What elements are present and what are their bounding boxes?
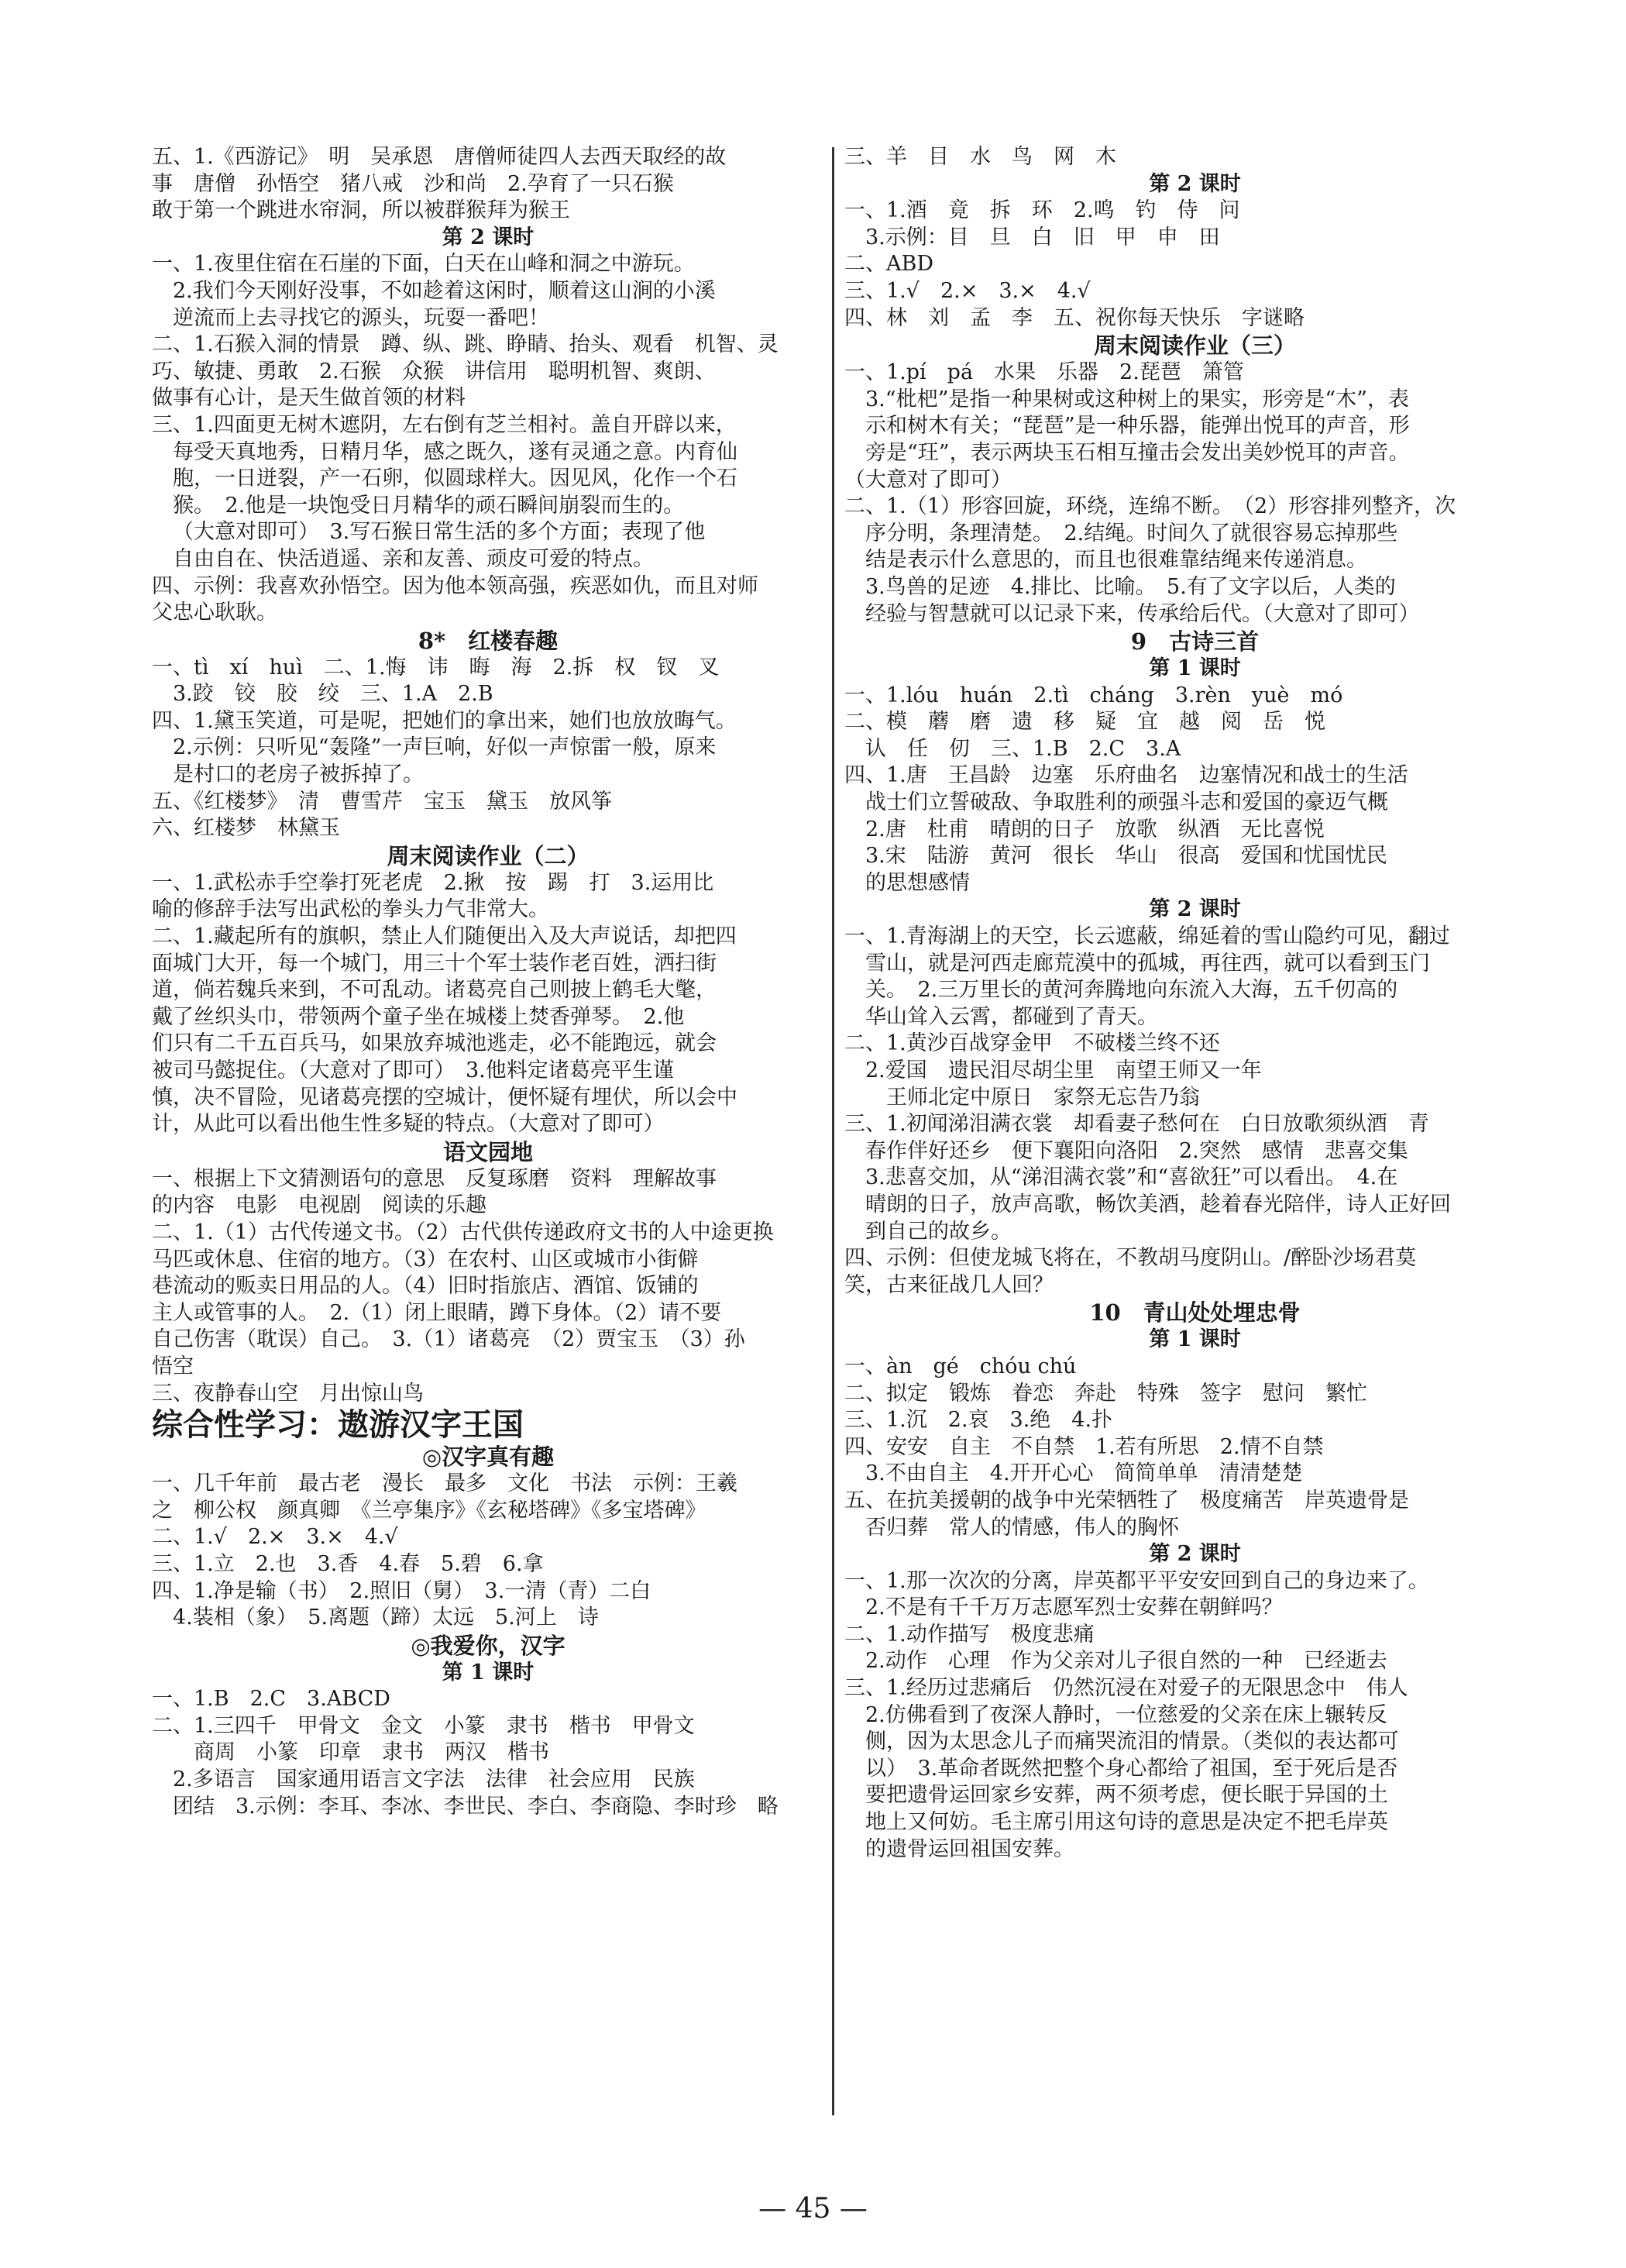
answer-line: 4.装相（象） 5.离题（蹄）太远 5.河上 诗 (173, 1605, 599, 1630)
answer-line: 敢于第一个跳进水帘洞，所以被群猴拜为猴王 (152, 198, 570, 223)
answer-line: （大意对了即可） (844, 467, 1012, 492)
answer-line: 五、1.《西游记》 明 吴承恩 唐僧师徒四人去西天取经的故 (152, 145, 727, 169)
answer-line: 2.仿佛看到了夜深人静时，一位慈爱的父亲在床上辗转反 (865, 1702, 1387, 1727)
answer-line: 示和树木有关；“琵琶”是一种乐器，能弹出悦耳的声音，形 (865, 414, 1410, 439)
answer-line: 猴。 2.他是一块饱受日月精华的顽石瞬间崩裂而生的。 (173, 493, 685, 518)
answer-line: 是村口的老房子被拆掉了。 (173, 762, 424, 787)
answer-line: 二、1.藏起所有的旗帜，禁止人们随便出入及大声说话，却把四 (152, 924, 737, 949)
answer-line: 面城门大开，每一个城门，用三十个军士装作老百姓，洒扫街 (152, 951, 717, 976)
answer-line: 二、1.石猴入洞的情景 蹲、纵、跳、睁睛、抬头、观看 机智、灵 (152, 332, 779, 357)
answer-line: 做事有心计，是天生做首领的材料 (152, 386, 466, 411)
answer-line: 四、1.黛玉笑道，可是呢，把她们的拿出来，她们也放放晦气。 (152, 708, 737, 733)
answer-line: 二、1.黄沙百战穿金甲 不破楼兰终不还 (844, 1031, 1220, 1056)
answer-line: 二、1.（1）形容回旋，环绕，连绵不断。 （2）形容排列整齐，次 (844, 494, 1456, 519)
section-heading: 10 青山处处埋忠骨 (1089, 1299, 1301, 1327)
answer-line: 王师北定中原日 家祭无忘告乃翁 (886, 1085, 1200, 1110)
answer-line: 三、羊 目 水 鸟 网 木 (844, 145, 1116, 169)
answer-line: 2.爱国 遗民泪尽胡尘里 南望王师又一年 (865, 1058, 1262, 1082)
answer-line: 六、红楼梦 林黛玉 (152, 816, 340, 841)
answer-line: 到自己的故乡。 (865, 1219, 1012, 1244)
unit-title: 综合性学习：遨游汉字王国 (152, 1407, 524, 1444)
answer-line: 四、1.唐 王昌龄 边塞 乐府曲名 边塞情况和战士的生活 (844, 763, 1408, 788)
answer-line: 3.不由自主 4.开开心心 简简单单 清清楚楚 (865, 1461, 1303, 1486)
answer-line: 一、1.pí pá 水果 乐器 2.琵琶 箫管 (844, 360, 1244, 385)
answer-line: 序分明，条理清楚。 2.结绳。时间久了就很容易忘掉那些 (865, 521, 1398, 545)
answer-line: 3.跤 铰 胶 绞 三、1.A 2.B (173, 682, 493, 707)
answer-line: 逆流而上去寻找它的源头，玩耍一番吧！ (173, 305, 549, 330)
answer-line: 的内容 电影 电视剧 阅读的乐趣 (152, 1193, 486, 1218)
answer-line: 一、1.B 2.C 3.ABCD (152, 1687, 390, 1712)
answer-line: 2.不是有千千万万志愿军烈士安葬在朝鲜吗？ (865, 1595, 1283, 1620)
answer-line: 团结 3.示例：李耳、李冰、李世民、李白、李商隐、李时珍 略 (173, 1794, 779, 1819)
answer-line: 2.多语言 国家通用语言文字法 法律 社会应用 民族 (173, 1767, 695, 1792)
answer-line: 主人或管事的人。 2.（1）闭上眼睛，蹲下身体。（2）请不要 (152, 1300, 722, 1325)
page-number: — 45 — (758, 2193, 868, 2225)
right-column (844, 144, 1545, 1863)
answer-line: 战士们立誓破敌、争取胜利的顽强斗志和爱国的豪迈气概 (865, 790, 1388, 815)
lesson-heading: 第 1 课时 (442, 1660, 535, 1685)
answer-line: 三、1.沉 2.哀 3.绝 4.扑 (844, 1408, 1113, 1433)
answer-line: 2.示例：只听见“轰隆”一声巨响，好似一声惊雷一般，原来 (173, 735, 717, 760)
answer-line: 3.示例：目 旦 白 旧 甲 申 田 (865, 225, 1220, 250)
answer-line: 喻的修辞手法写出武松的拳头力气非常大。 (152, 897, 549, 922)
answer-line: 二、1.√ 2.× 3.× 4.√ (152, 1525, 398, 1550)
answer-line: 的遗骨运回祖国安葬。 (865, 1836, 1074, 1861)
answer-line: 事 唐僧 孙悟空 猪八戒 沙和尚 2.孕育了一只石猴 (152, 171, 674, 196)
answer-line: 2.唐 杜甫 晴朗的日子 放歌 纵酒 无比喜悦 (865, 817, 1325, 841)
answer-line: 一、根据上下文猜测语句的意思 反复琢磨 资料 理解故事 (152, 1166, 717, 1191)
lesson-heading: 第 2 课时 (1149, 171, 1241, 196)
answer-line: 一、1.lóu huán 2.tì cháng 3.rèn yuè mó (844, 683, 1343, 707)
answer-line: 一、1.那一次次的分离，岸英都平平安安回到自己的身边来了。 (844, 1568, 1429, 1593)
answer-line: 2.动作 心理 作为父亲对儿子很自然的一种 已经逝去 (865, 1649, 1387, 1674)
answer-line: 父忠心耿耿。 (152, 601, 277, 625)
section-heading: 9 古诗三首 (1130, 628, 1260, 656)
answer-line: 3.鸟兽的足迹 4.排比、比喻。 5.有了文字以后，人类的 (865, 574, 1396, 599)
answer-line: 二、ABD (844, 252, 933, 277)
answer-line: 二、1.三四千 甲骨文 金文 小篆 隶书 楷书 甲骨文 (152, 1713, 695, 1738)
answer-line: 之 柳公权 颜真卿 《兰亭集序》《玄秘塔碑》《多宝塔碑》 (152, 1498, 706, 1523)
answer-line: 关。 2.三万里长的黄河奔腾地向东流入大海，五千仞高的 (865, 978, 1398, 1003)
answer-line: 3.宋 陆游 黄河 很长 华山 很高 爱国和忧国忧民 (865, 844, 1387, 869)
answer-line: 一、1.青海湖上的天空，长云遮蔽，绵延着的雪山隐约可见，翻过 (844, 924, 1450, 949)
answer-line: 二、模 蘑 磨 遗 移 疑 宜 越 阅 岳 悦 (844, 710, 1325, 735)
answer-line: 三、1.初闻涕泪满衣裳 却看妻子愁何在 白日放歌须纵酒 青 (844, 1112, 1429, 1137)
section-heading: ◎汉字真有趣 (421, 1444, 555, 1471)
lesson-heading: 第 2 课时 (1149, 1542, 1241, 1567)
answer-line: 认 任 仞 三、1.B 2.C 3.A (865, 736, 1181, 761)
answer-line: 二、拟定 锻炼 眷恋 奔赴 特殊 签字 慰问 繁忙 (844, 1381, 1367, 1406)
answer-line: 三、1.√ 2.× 3.× 4.√ (844, 278, 1091, 303)
answer-line: 被司马懿捉住。（大意对了即可） 3.他料定诸葛亮平生谨 (152, 1058, 674, 1082)
answer-line: 晴朗的日子，放声高歌，畅饮美酒，趁着春光陪伴，诗人正好回 (865, 1192, 1451, 1217)
answer-line: 雪山，就是河西走廊荒漠中的孤城，再往西，就可以看到玉门 (865, 951, 1430, 976)
left-column (152, 144, 824, 1820)
answer-line: 3.悲喜交加，从“涕泪满衣裳”和“喜欲狂”可以看出。 4.在 (865, 1165, 1398, 1190)
answer-line: 一、1.夜里住宿在石崖的下面，白天在山峰和洞之中游玩。 (152, 252, 695, 277)
lesson-heading: 第 2 课时 (1149, 897, 1241, 922)
answer-line: 胞，一日迸裂，产一石卵，似圆球样大。因见风，化作一个石 (173, 466, 737, 491)
answer-line: 五、在抗美援朝的战争中光荣牺牲了 极度痛苦 岸英遗骨是 (844, 1488, 1409, 1513)
answer-line: 三、1.四面更无树木遮阴，左右倒有芝兰相衬。盖自开辟以来， (152, 412, 737, 437)
answer-line: 侧，因为太思念儿子而痛哭流泪的情景。（类似的表达都可 (865, 1729, 1399, 1754)
answer-line: 巷流动的贩卖日用品的人。（4）旧时指旅店、酒馆、饭铺的 (152, 1274, 699, 1299)
lesson-heading: 第 2 课时 (442, 225, 535, 250)
section-heading: 语文园地 (442, 1138, 533, 1165)
answer-line: 结是表示什么意思的，而且也很难靠结绳来传递消息。 (865, 548, 1367, 573)
answer-line: 每受天真地秀，日精月华，感之既久，遂有灵通之意。内育仙 (173, 439, 737, 464)
answer-line: 四、1.净是输（书） 2.照旧（舅） 3.一清（青）二白 (152, 1578, 651, 1603)
answer-line: 3.“枇杷”是指一种果树或这种树上的果实，形旁是“木”，表 (865, 387, 1409, 411)
answer-line: 道，倘若魏兵来到，不可乱动。诸葛亮自己则披上鹤毛大氅， (152, 978, 717, 1003)
answer-line: 一、1.武松赤手空拳打死老虎 2.揪 按 踢 打 3.运用比 (152, 870, 714, 895)
answer-line: 自由自在、快活逍遥、亲和友善、顽皮可爱的特点。 (173, 546, 654, 571)
answer-line: （大意对即可） 3.写石猴日常生活的多个方面；表现了他 (173, 520, 706, 545)
column-divider (832, 147, 834, 2115)
answer-line: 旁是“玨”，表示两块玉石相互撞击会发出美妙悦耳的声音。 (865, 440, 1410, 465)
answer-line: 以） 3.革命者既然把整个身心都给了祖国，至于死后是否 (865, 1756, 1398, 1781)
answer-line: 马匹或休息、住宿的地方。（3）在农村、山区或城市小街僻 (152, 1247, 699, 1272)
answer-line: 巧、敏捷、勇敢 2.石猴 众猴 讲信用 聪明机智、爽朗、 (152, 359, 716, 384)
answer-line: 三、1.经历过悲痛后 仍然沉浸在对爱子的无限思念中 伟人 (844, 1676, 1408, 1701)
answer-line: 自己伤害（耽误）自己。 3.（1）诸葛亮 （2）贾宝玉 （3）孙 (152, 1327, 745, 1352)
answer-line: 否归葬 常人的情感，伟人的胸怀 (865, 1515, 1179, 1540)
answer-line: 华山耸入云霄，都碰到了青天。 (865, 1004, 1158, 1029)
answer-line: 春作伴好还乡 便下襄阳向洛阳 2.突然 感情 悲喜交集 (865, 1138, 1408, 1163)
answer-line: 一、1.酒 竟 拆 环 2.鸣 钓 侍 问 (844, 198, 1240, 223)
answer-line: 四、林 刘 孟 李 五、祝你每天快乐 字谜略 (844, 305, 1305, 330)
answer-line: 一、àn gé chóu chú (844, 1354, 1077, 1378)
answer-line: 经验与智慧就可以记录下来，传承给后代。（大意对了即可） (865, 601, 1420, 626)
section-heading: 8* 红楼春趣 (418, 627, 559, 654)
answer-line: 地上又何妨。毛主席引用这句诗的意思是决定不把毛岸英 (865, 1810, 1388, 1835)
answer-line: 二、1.动作描写 极度悲痛 (844, 1622, 1095, 1647)
answer-line: 戴了丝织头巾，带领两个童子坐在城楼上焚香弹琴。 2.他 (152, 1004, 685, 1029)
section-heading: 周末阅读作业（二） (387, 842, 590, 869)
section-heading: 周末阅读作业（三） (1093, 332, 1296, 360)
answer-line: 五、《红楼梦》 清 曹雪芹 宝玉 黛玉 放风筝 (152, 789, 612, 814)
answer-line: 慎，决不冒险，见诸葛亮摆的空城计，便怀疑有埋伏，所以会中 (152, 1085, 737, 1110)
answer-line: 要把遗骨运回家乡安葬，两不须考虑，便长眠于异国的土 (865, 1783, 1388, 1808)
answer-line: 悟空 (152, 1354, 194, 1378)
answer-line: 商周 小篆 印章 隶书 两汉 楷书 (194, 1740, 549, 1765)
answer-line: 二、1.（1）古代传递文书。（2）古代供传递政府文书的人中途更换 (152, 1220, 774, 1244)
answer-line: 四、示例：我喜欢孙悟空。因为他本领高强，疾恶如仇，而且对师 (152, 573, 758, 598)
lesson-heading: 第 1 课时 (1149, 656, 1241, 681)
answer-line: 四、示例：但使龙城飞将在，不教胡马度阴山。/醉卧沙场君莫 (844, 1246, 1417, 1271)
answer-line: 的思想感情 (865, 870, 970, 895)
section-heading: ◎我爱你，汉字 (411, 1632, 565, 1659)
answer-line: 们只有二千五百兵马，如果放弃城池逃走，必不能跑远，就会 (152, 1031, 717, 1056)
lesson-heading: 第 1 课时 (1149, 1327, 1241, 1352)
answer-line: 笑，古来征战几人回？ (844, 1272, 1054, 1297)
answer-line: 三、夜静春山空 月出惊山鸟 (152, 1381, 424, 1406)
answer-line: 2.我们今天刚好没事，不如趁着这闲时，顺着这山涧的小溪 (173, 278, 716, 303)
answer-line: 一、几千年前 最古老 漫长 最多 文化 书法 示例：王羲 (152, 1471, 737, 1496)
answer-line: 一、tì xí huì 二、1.悔 讳 晦 海 2.拆 权 钗 叉 (152, 655, 720, 680)
answer-line: 三、1.立 2.也 3.香 4.春 5.碧 6.拿 (152, 1551, 544, 1576)
answer-line: 四、安安 自主 不自禁 1.若有所思 2.情不自禁 (844, 1434, 1324, 1459)
answer-line: 计，从此可以看出他生性多疑的特点。（大意对了即可） (152, 1112, 665, 1137)
